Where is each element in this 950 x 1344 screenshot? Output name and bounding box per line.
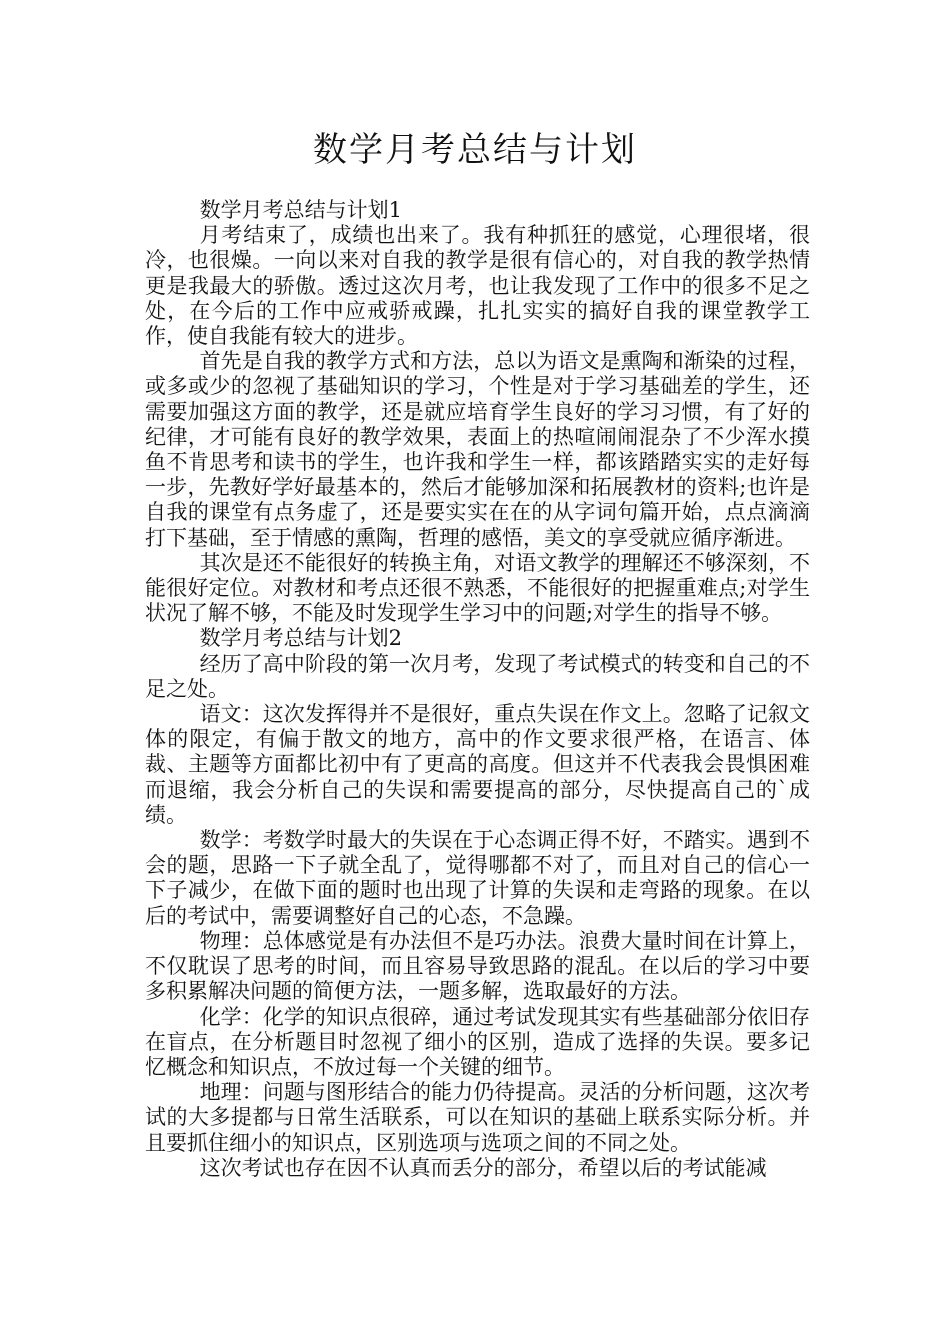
section-heading-1: 数学月考总结与计划1 <box>199 198 402 222</box>
paragraph: 数学：考数学时最大的失误在于心态调正得不好，不踏实。遇到不会的题，思路一下子就全乱了，觉得哪都不对了，而且对自己的信心一下子减少，在做下面的题时也出现了计算的失误和走弯路的现象。在以后的考试中，需要调整好自己的心态，不急躁。 <box>145 828 810 928</box>
paragraph: 化学：化学的知识点很碎，通过考试发现其实有些基础部分依旧存在盲点，在分析题目时忽视了细小的区别，造成了选择的失误。要多记忆概念和知识点，不放过每一个关键的细节。 <box>145 1004 810 1079</box>
section-heading-2: 数学月考总结与计划2 <box>199 626 402 651</box>
document-title: 数学月考总结与计划 <box>313 130 637 170</box>
paragraph: 这次考试也存在因不认真而丢分的部分，希望以后的考试能减 <box>199 1155 767 1180</box>
paragraph: 物理：总体感觉是有办法但不是巧办法。浪费大量时间在计算上，不仅耽误了思考的时间，而且容易导致思路的混乱。在以后的学习中要多积累解决问题的简便方法，一题多解，选取最好的方法。 <box>145 928 810 1004</box>
paragraph: 语文：这次发挥得并不是很好，重点失误在作文上。忽略了记叙文体的限定，有偏于散文的地方，高中的作文要求很严格，在语言、体裁、主题等方面都比初中有了更高的高度。但这并不代表我会畏惧困难而退缩，我会分析自己的失误和需要提高的部分，尽快提高自己的`成绩。 <box>145 702 810 827</box>
paragraph: 经历了高中阶段的第一次月考，发现了考试模式的转变和自己的不足之处。 <box>145 651 810 701</box>
paragraph: 月考结束了，成绩也出来了。我有种抓狂的感觉，心理很堵，很冷，也很燥。一向以来对自我的教学是很有信心的，对自我的教学热情更是我最大的骄傲。透过这次月考，也让我发现了工作中的很多不足之处，在今后的工作中应戒骄戒躁，扎扎实实的搞好自我的课堂教学工作，使自我能有较大的进步。 <box>145 223 810 349</box>
paragraph: 首先是自我的教学方式和方法，总以为语文是熏陶和渐染的过程，或多或少的忽视了基础知识的学习，个性是对于学习基础差的学生，还需要加强这方面的教学，还是就应培育学生良好的学习习惯，有了好的纪律，才可能有良好的教学效果，表面上的热喧闹闹混杂了不少浑水摸鱼不肯思考和读书的学生，也许我和学生一样，都该踏踏实实的走好每一步，先教好学好最基本的，然后才能够加深和拓展教材的资料;也许是自我的课堂有点务虚了，还是要实实在在的从字词句篇开始，点点滴滴打下基础，至于情感的熏陶，哲理的感悟，美文的享受就应循序渐进。 <box>145 349 810 550</box>
document-body <box>145 198 810 1181</box>
paragraph: 其次是还不能很好的转换主角，对语文教学的理解还不够深刻，不能很好定位。对教材和考点还很不熟悉，不能很好的把握重难点;对学生状况了解不够，不能及时发现学生学习中的问题;对学生的指导不够。 <box>145 550 810 626</box>
paragraph: 地理：问题与图形结合的能力仍待提高。灵活的分析问题，这次考试的大多提都与日常生活联系，可以在知识的基础上联系实际分析。并且要抓住细小的知识点，区别选项与选项之间的不同之处。 <box>145 1080 810 1155</box>
